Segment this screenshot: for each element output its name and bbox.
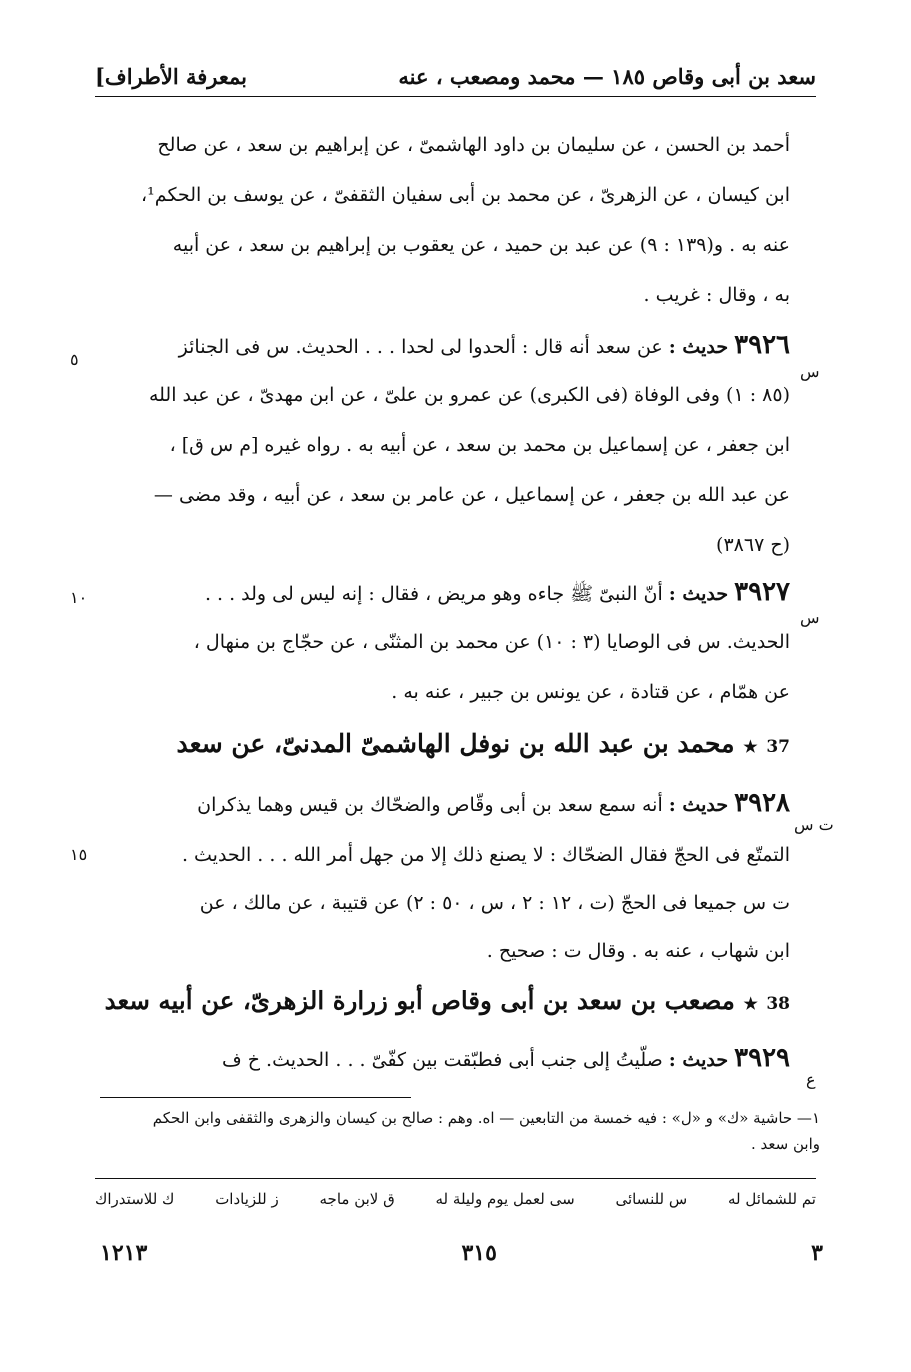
page-number: ٣١٥ — [461, 1240, 497, 1266]
text-line: عن عبد الله بن جعفر ، عن إسماعيل ، عن عامر بن سعد ، عن أبيه ، وقد مضى — — [153, 484, 790, 506]
text-line: (٨٥ : ١) وفى الوفاة (فى الكبرى) عن عمرو بن علىّ ، عن ابن مهدىّ ، عن عبد الله — [148, 384, 790, 406]
legend-item: ق لابن ماجه — [319, 1190, 395, 1208]
text-line: الحديث. س فى الوصايا (٣ : ١٠) عن محمد بن المثنّى ، عن حجّاج بن منهال ، — [193, 631, 790, 653]
footnote-rule — [100, 1097, 411, 1098]
side-siglum: س — [800, 608, 820, 627]
hadith-3928-first-line — [100, 786, 790, 823]
running-header — [95, 58, 816, 94]
header-rule — [95, 96, 816, 97]
side-siglum: س — [800, 362, 820, 381]
line-number: ١٥ — [70, 845, 88, 864]
legend-item: ك للاستدراك — [95, 1190, 175, 1208]
header-right: بمعرفة الأطراف] — [95, 63, 247, 89]
hadith-keyword: حديث : — [668, 583, 729, 605]
hadith-3927-first-line — [100, 575, 790, 612]
hadith-number: ٣٩٢٦ — [734, 330, 790, 360]
side-siglum: ع — [806, 1070, 816, 1089]
hadith-number: ٣٩٢٩ — [734, 1043, 790, 1073]
hadith-keyword: حديث : — [668, 1049, 729, 1071]
text-line: التمتّع فى الحجّ فقال الضحّاك : لا يصنع ذلك إلا من جهل أمر الله . . . الحديث . — [181, 844, 790, 866]
text-line: عن همّام ، عن قتادة ، عن يونس بن جبير ، عنه به . — [391, 681, 790, 703]
hadith-keyword: حديث : — [668, 336, 729, 358]
hadith-text: أنّ النبىّ ﷺ جاءه وهو مريض ، فقال : إنه ليس لى ولد . . . — [204, 583, 663, 605]
text-line: ابن كيسان ، عن الزهرىّ ، عن محمد بن أبى سفيان الثقفىّ ، عن يوسف بن الحكم¹، — [141, 184, 790, 206]
text-line: عنه به . و(١٣٩ : ٩) عن عبد بن حميد ، عن يعقوب بن إبراهيم بن سعد ، عن أبيه — [172, 234, 790, 256]
footnote-line: وابن سعد . — [751, 1135, 820, 1153]
text-line: ابن شهاب ، عنه به . وقال ت : صحيح . — [486, 940, 790, 962]
text-line: أحمد بن الحسن ، عن سليمان بن داود الهاشمىّ ، عن إبراهيم بن سعد ، عن صالح — [157, 134, 790, 156]
sigla-legend — [95, 1190, 816, 1208]
hadith-keyword: حديث : — [668, 794, 729, 816]
legend-item: س للنسائى — [615, 1190, 688, 1208]
legend-item: تم للشمائل له — [727, 1190, 816, 1208]
line-number: ١٠ — [70, 588, 88, 607]
footnote-line: ١— حاشية «ك» و «ل» : فيه خمسة من التابعين — اه. وهم : صالح بن كيسان والزهرى والثقفى وابن الحكم — [152, 1109, 820, 1127]
hadith-text: صلّيتُ إلى جنب أبى فطبّقت بين كفّىّ . . . الحديث. خ ف — [222, 1049, 663, 1071]
text-line: به ، وقال : غريب . — [643, 284, 790, 306]
section-37-heading — [100, 726, 790, 765]
text-line: ت س جميعا فى الحجّ (ت ، ١٢ : ٢ ، س ، ٥٠ : ٢) عن قتيبة ، عن مالك ، عن — [199, 892, 790, 914]
text-line: ابن جعفر ، عن إسماعيل بن محمد بن سعد ، عن أبيه به . رواه غيره [م س ق] ، — [169, 434, 790, 456]
footnote — [100, 1105, 820, 1157]
legend-item: ز للزيادات — [215, 1190, 279, 1208]
legend-item: سى لعمل يوم وليلة له — [435, 1190, 575, 1208]
star-icon: ★ — [743, 994, 758, 1013]
page-numbers — [100, 1240, 823, 1266]
header-center: سعد بن أبى وقاص ١٨٥ — محمد ومصعب ، عنه — [398, 63, 816, 89]
hadith-text: عن سعد أنه قال : ألحدوا لى لحدا . . . الحديث. س فى الجنائز — [178, 336, 663, 358]
line-number: ٥ — [70, 350, 79, 369]
legend-rule — [95, 1178, 816, 1179]
hadith-3926-first-line — [100, 328, 790, 365]
text-line: (ح ٣٨٦٧) — [716, 534, 790, 556]
side-siglum: ت س — [794, 815, 834, 834]
hadith-text: أنه سمع سعد بن أبى وقّاص والضحّاك بن قيس وهما يذكران — [197, 794, 663, 816]
volume-number: ٣ — [811, 1240, 823, 1266]
star-icon: ★ — [743, 737, 758, 756]
hadith-3929-first-line — [100, 1041, 790, 1078]
section-title: مصعب بن سعد بن أبى وقاص أبو زرارة الزهرىّ، عن أبيه سعد — [104, 986, 735, 1015]
volume-page-number: ١٢١٣ — [100, 1240, 148, 1266]
hadith-number: ٣٩٢٧ — [734, 577, 790, 607]
section-number: 37 — [766, 737, 790, 757]
section-title: محمد بن عبد الله بن نوفل الهاشمىّ المدنىّ، عن سعد — [176, 729, 735, 758]
hadith-number: ٣٩٢٨ — [734, 788, 790, 818]
section-number: 38 — [766, 994, 790, 1014]
section-38-heading — [100, 983, 790, 1022]
